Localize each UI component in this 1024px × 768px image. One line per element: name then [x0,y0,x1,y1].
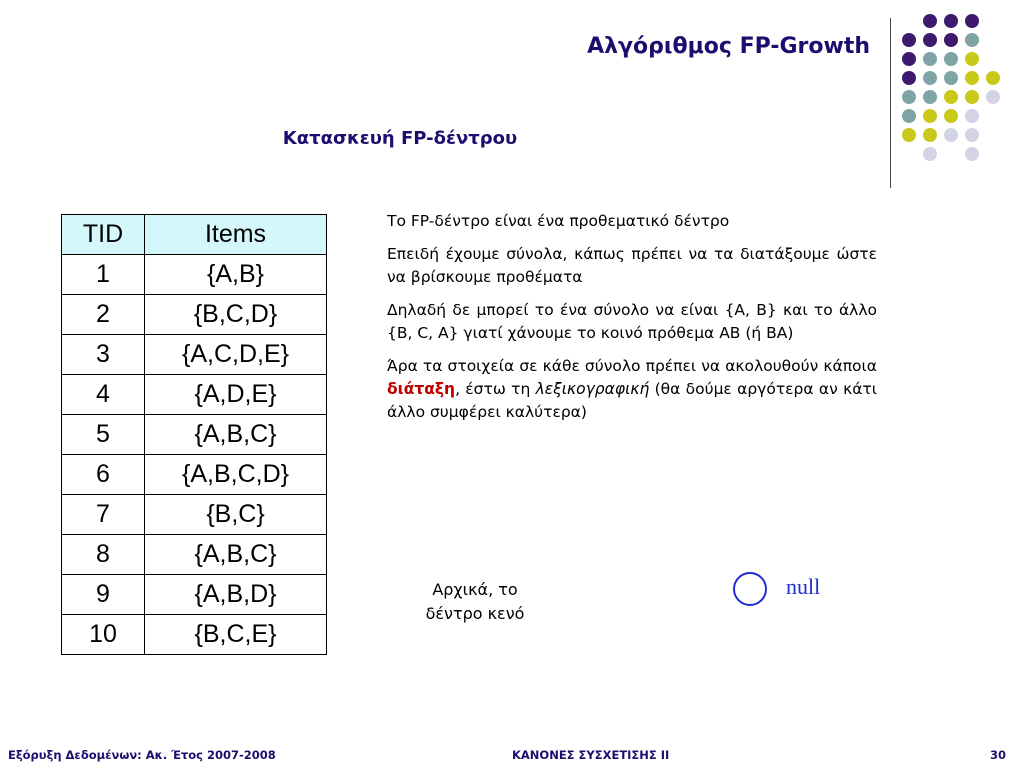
cell-items: {B,C,D} [145,295,327,335]
null-node-label: null [786,574,821,599]
decorative-dot-icon [902,109,916,123]
decorative-dot-icon [902,71,916,85]
decorative-dot-icon [965,71,979,85]
transactions-table [61,214,327,655]
cell-tid: 2 [62,295,145,335]
decorative-dot-icon [902,90,916,104]
paragraph-3: Δηλαδή δε μπορεί το ένα σύνολο να είναι {A, B} και το άλλο {B, C, A} γιατί χάνουμε το κοινό πρόθεμα AB (ή BA) [387,301,877,342]
table-row [62,615,327,655]
table-body [62,255,327,655]
header-items: Items [145,215,327,255]
cell-tid: 5 [62,415,145,455]
cell-items: {A,B,C} [145,535,327,575]
paragraph-4-part-a: Άρα τα στοιχεία σε κάθε σύνολο πρέπει να ακολουθούν κάποια [387,357,877,375]
cell-items: {A,B,C,D} [145,455,327,495]
table-row [62,255,327,295]
decorative-dot-icon [965,147,979,161]
decorative-dot-icon [944,14,958,28]
decorative-dot-icon [965,109,979,123]
cell-tid: 1 [62,255,145,295]
paragraph-1: Το FP-δέντρο είναι ένα προθεματικό δέντρο [387,212,730,230]
cell-items: {A,C,D,E} [145,335,327,375]
null-node-circle [733,572,767,606]
decorative-dot-icon [965,90,979,104]
table-row [62,495,327,535]
decorative-dot-icon [902,128,916,142]
decorative-dot-icon [986,71,1000,85]
decorative-dot-icon [986,90,1000,104]
cell-items: {B,C} [145,495,327,535]
paragraph-2: Επειδή έχουμε σύνολα, κάπως πρέπει να τα διατάξουμε ώστε να βρίσκουμε προθέματα [387,245,877,286]
decorative-dot-icon [965,52,979,66]
decorative-dot-icon [944,33,958,47]
decorative-dot-icon [965,128,979,142]
paragraph-4 [387,355,877,424]
cell-items: {A,B} [145,255,327,295]
footer-course: Εξόρυξη Δεδομένων: Ακ. Έτος 2007-2008 [8,748,276,762]
table-row [62,455,327,495]
decorative-dot-icon [965,33,979,47]
decorative-dot-icon [944,128,958,142]
decorative-dot-icon [923,71,937,85]
cell-tid: 9 [62,575,145,615]
table-row [62,415,327,455]
decorative-dot-icon [923,14,937,28]
cell-tid: 6 [62,455,145,495]
footer-topic: ΚΑΝΟΝΕΣ ΣΥΣΧΕΤΙΣΗΣ II [512,748,670,762]
decorative-dot-icon [923,33,937,47]
decorative-dot-icon [965,14,979,28]
decorative-dot-icon [944,109,958,123]
table-row [62,295,327,335]
table-row [62,575,327,615]
table-row [62,375,327,415]
decorative-dot-icon [944,52,958,66]
decorative-dots-icon [902,14,1012,164]
table-row [62,535,327,575]
cell-tid: 8 [62,535,145,575]
paragraph-4-part-c: (θα δούμε αργότερα αν κάτι άλλο συμφέρει καλύτερα) [387,380,877,421]
cell-tid: 7 [62,495,145,535]
slide-title: Αλγόριθμος FP-Growth [587,34,870,59]
explanation-text [387,210,877,434]
header-tid: TID [62,215,145,255]
highlight-ordering: διάταξη [387,380,456,398]
table-header-row [62,215,327,255]
cell-items: {B,C,E} [145,615,327,655]
italic-lexicographic: λεξικογραφική [535,380,650,398]
cell-items: {A,B,D} [145,575,327,615]
slide-subtitle: Κατασκευή FP-δέντρου [282,128,518,149]
decorative-dot-icon [902,52,916,66]
cell-tid: 4 [62,375,145,415]
decorative-dot-icon [923,147,937,161]
cell-items: {A,B,C} [145,415,327,455]
decorative-dot-icon [923,52,937,66]
decorative-dot-icon [944,90,958,104]
decorative-dot-icon [923,109,937,123]
cell-tid: 3 [62,335,145,375]
decorative-dot-icon [923,90,937,104]
empty-tree-note: Αρχικά, το δέντρο κενό [425,580,525,623]
decorative-dot-icon [923,128,937,142]
paragraph-4-part-b: , έστω τη [455,380,536,398]
cell-items: {A,D,E} [145,375,327,415]
cell-tid: 10 [62,615,145,655]
footer-page-number: 30 [990,748,1007,762]
decorative-dot-icon [944,71,958,85]
table-row [62,335,327,375]
decorative-dot-icon [902,33,916,47]
divider-line [890,18,891,188]
